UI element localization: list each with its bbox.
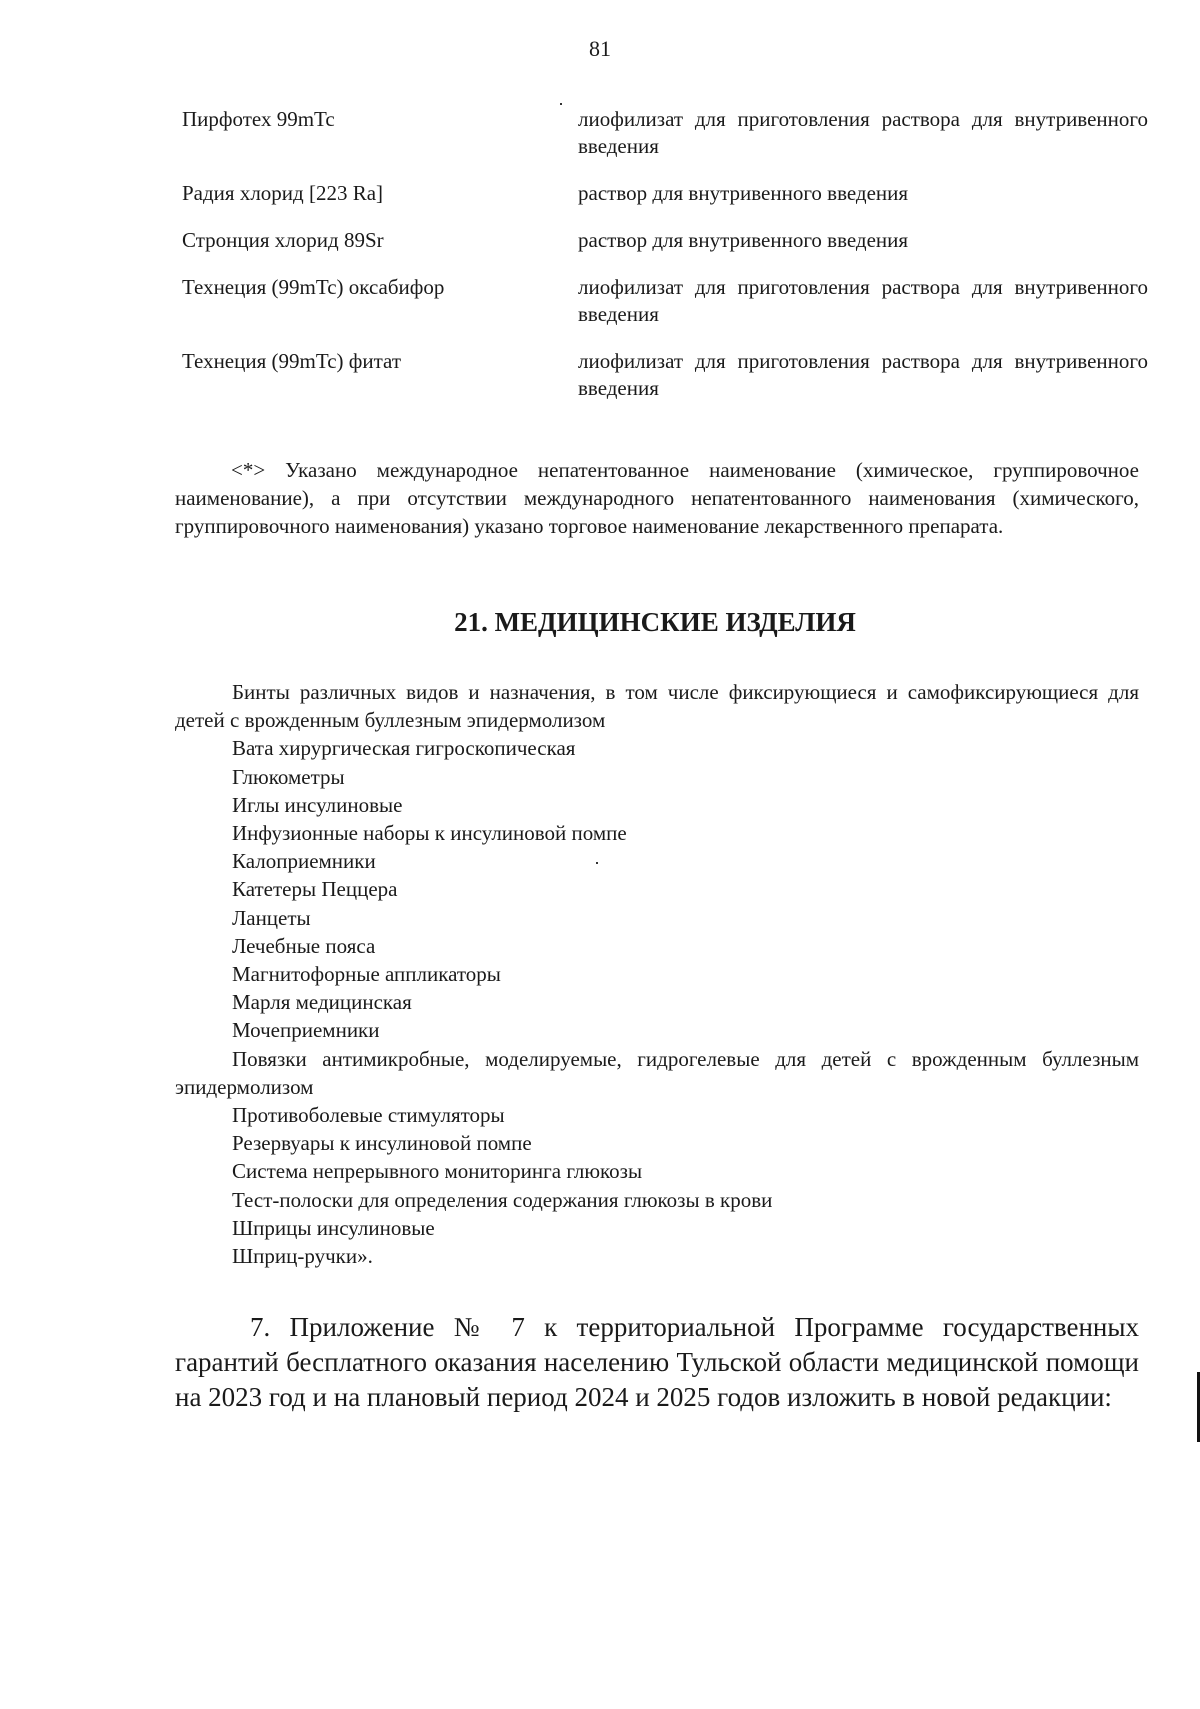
drug-row (182, 274, 1148, 328)
list-item: Глюкометры (232, 764, 345, 789)
list-item: Шприцы инсулиновые (232, 1215, 435, 1240)
list-item: Магнитофорные аппликаторы (232, 962, 501, 987)
medical-devices-list (175, 678, 1139, 1270)
drug-name: Радия хлорид [223 Ra] (182, 181, 384, 205)
drug-form: лиофилизат для приготовления раствора для внутривенного введения (578, 275, 1148, 326)
list-item: Марля медицинская (232, 990, 412, 1015)
drug-row (182, 348, 1148, 402)
section-title: 21. МЕДИЦИНСКИЕ ИЗДЕЛИЯ (454, 607, 856, 637)
list-item: Лечебные пояса (232, 933, 376, 958)
list-item: Противоболевые стимуляторы (232, 1103, 505, 1128)
drug-row (182, 180, 1148, 207)
list-item: Мочеприемники (232, 1018, 380, 1043)
drug-row (182, 106, 1148, 160)
drug-name: Технеция (99mTc) оксабифор (182, 275, 445, 299)
list-item: Шприц-ручки». (232, 1244, 373, 1269)
list-item: Вата хирургическая гигроскопическая (232, 736, 576, 761)
drug-name: Пирфотех 99mTc (182, 107, 335, 131)
list-item: Катетеры Пеццера (232, 877, 398, 902)
footnote: <*> Указано международное непатентованное наименование (химическое, группировочное наименование), а при отсутствии международного непатентованного наименования (химического, группировочного наименования) указано торговое наименование лекарственного препарата. (175, 458, 1139, 538)
drug-row (182, 227, 1148, 254)
list-item: Иглы инсулиновые (232, 792, 403, 817)
list-item: Бинты различных видов и назначения, в том числе фиксирующиеся и самофиксирующиеся для детей с врожденным буллезным эпидермолизом (175, 680, 1139, 733)
list-item: Система непрерывного мониторинга глюкозы (232, 1159, 643, 1184)
drug-form: лиофилизат для приготовления раствора для внутривенного введения (578, 349, 1148, 400)
list-item: Резервуары к инсулиновой помпе (232, 1131, 532, 1156)
paragraph-7: 7. Приложение № 7 к территориальной Программе государственных гарантий бесплатного оказания населению Тульской области медицинской помощи на 2023 год и на плановый период 2024 и 2025 годов изложить в новой редакции: (175, 1312, 1139, 1412)
drug-name: Стронция хлорид 89Sr (182, 228, 384, 252)
scan-dot-mark (560, 103, 562, 105)
list-item: Ланцеты (232, 905, 311, 930)
drug-form: раствор для внутривенного введения (578, 181, 909, 205)
list-item: Тест-полоски для определения содержания глюкозы в крови (232, 1187, 773, 1212)
list-item: Калоприемники (232, 849, 376, 874)
list-item: Повязки антимикробные, моделируемые, гидрогелевые для детей с врожденным буллезным эпидермолизом (175, 1046, 1139, 1099)
drug-form: лиофилизат для приготовления раствора для внутривенного введения (578, 107, 1148, 158)
page-number: 81 (589, 36, 611, 61)
scan-dot-mark (596, 862, 598, 864)
list-item: Инфузионные наборы к инсулиновой помпе (232, 821, 627, 846)
drug-form: раствор для внутривенного введения (578, 228, 909, 252)
drug-name: Технеция (99mTc) фитат (182, 349, 402, 373)
drug-table (182, 106, 1148, 422)
